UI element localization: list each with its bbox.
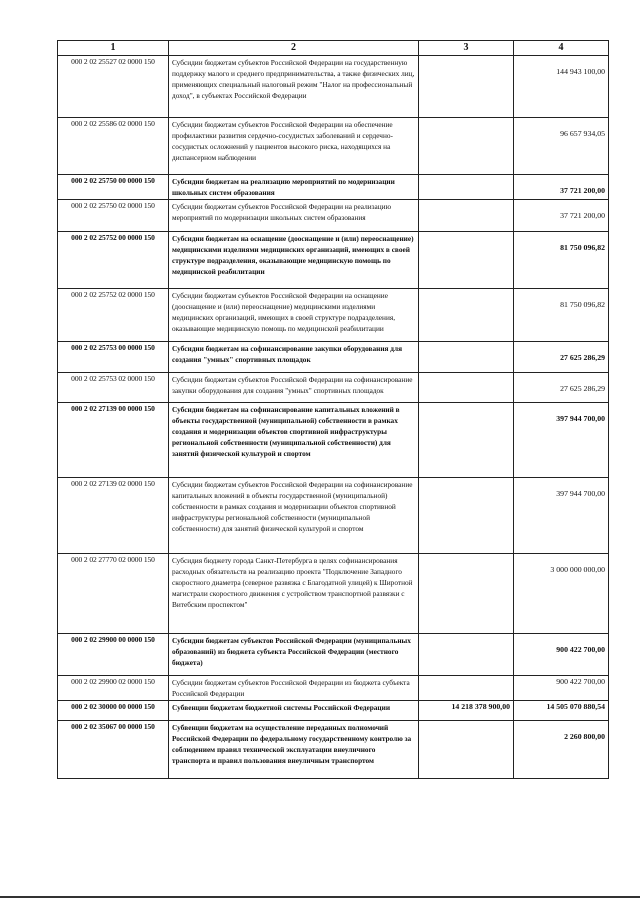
row-col4-cell: 81 750 096,82 <box>514 289 609 342</box>
row-col4-cell: 37 721 200,00 <box>514 200 609 232</box>
table-row <box>58 676 609 701</box>
row-code-cell: 000 2 02 27139 02 0000 150 <box>58 478 169 554</box>
row-code-cell: 000 2 02 25752 02 0000 150 <box>58 289 169 342</box>
row-name-cell: Субсидии бюджетам субъектов Российской Федерации (муниципальных образований) из бюджета субъекта Российской Федерации (местного бюджета) <box>169 634 419 676</box>
row-name-cell: Субсидии бюджетам на реализацию мероприятий по модернизации школьных систем образования <box>169 175 419 200</box>
table-row <box>58 342 609 373</box>
row-col4-cell: 397 944 700,00 <box>514 403 609 478</box>
row-name-cell: Субсидии бюджетам субъектов Российской Федерации на реализацию мероприятий по модернизации школьных систем образования <box>169 200 419 232</box>
table-row <box>58 721 609 779</box>
row-col3-cell <box>419 478 514 554</box>
row-code-cell: 000 2 02 29900 02 0000 150 <box>58 676 169 701</box>
row-col4-cell: 397 944 700,00 <box>514 478 609 554</box>
row-col4-cell: 81 750 096,82 <box>514 232 609 289</box>
row-code-cell: 000 2 02 29900 00 0000 150 <box>58 634 169 676</box>
row-code-cell: 000 2 02 35067 00 0000 150 <box>58 721 169 779</box>
row-name-cell: Субсидии бюджетам субъектов Российской Федерации на софинансирование капитальных вложений в объекты государственной (муниципальной) собственности в рамках создания и модернизации объектов спортивной инфраструктуры региональной собственности (муниципальной собственности) для занятий физической культурой и спортом <box>169 478 419 554</box>
row-name-cell: Субсидии бюджетам на софинансирование капитальных вложений в объекты государственной (муниципальной) собственности в рамках создания и модернизации объектов спортивной инфраструктуры региональной собственности (муниципальной собственности) для занятий физической культурой и спортом <box>169 403 419 478</box>
header-row <box>58 41 609 56</box>
table-row <box>58 232 609 289</box>
table-row <box>58 634 609 676</box>
row-code-cell: 000 2 02 27770 02 0000 150 <box>58 554 169 634</box>
row-col4-cell: 900 422 700,00 <box>514 676 609 701</box>
table-row <box>58 56 609 118</box>
table-row <box>58 554 609 634</box>
table-row <box>58 701 609 721</box>
row-col4-cell: 37 721 200,00 <box>514 175 609 200</box>
page-bottom-edge <box>0 896 640 898</box>
row-code-cell: 000 2 02 25527 02 0000 150 <box>58 56 169 118</box>
row-col4-cell: 3 000 000 000,00 <box>514 554 609 634</box>
row-col4-cell: 96 657 934,05 <box>514 118 609 175</box>
row-name-cell: Субсидии бюджетам на оснащение (дооснащение и (или) переоснащение) медицинскими изделиями медицинских организаций, имеющих в своей структуре подразделения, оказывающие медицинскую помощь по медицинской реабилитации <box>169 232 419 289</box>
row-col4-cell: 27 625 286,29 <box>514 373 609 403</box>
row-col4-cell: 144 943 100,00 <box>514 56 609 118</box>
row-col3-cell <box>419 721 514 779</box>
header-col-2: 2 <box>169 41 419 56</box>
row-name-cell: Субсидии бюджетам субъектов Российской Федерации из бюджета субъекта Российской Федерации <box>169 676 419 701</box>
table-row <box>58 478 609 554</box>
row-col4-cell: 14 505 070 880,54 <box>514 701 609 721</box>
row-col3-cell <box>419 289 514 342</box>
row-col3-cell <box>419 175 514 200</box>
row-col4-cell: 27 625 286,29 <box>514 342 609 373</box>
table-row <box>58 373 609 403</box>
header-col-4: 4 <box>514 41 609 56</box>
row-code-cell: 000 2 02 25586 02 0000 150 <box>58 118 169 175</box>
row-name-cell: Субвенции бюджетам на осуществление переданных полномочий Российской Федерации по федеральному государственному контролю за соблюдением правил технической эксплуатации внеуличного транспорта и правил пользования внеуличным транспортом <box>169 721 419 779</box>
row-name-cell: Субсидии бюджетам субъектов Российской Федерации на софинансирование закупки оборудования для создания "умных" спортивных площадок <box>169 373 419 403</box>
table-row <box>58 289 609 342</box>
row-code-cell: 000 2 02 25750 02 0000 150 <box>58 200 169 232</box>
row-col4-cell: 2 260 800,00 <box>514 721 609 779</box>
row-name-cell: Субвенции бюджетам бюджетной системы Российской Федерации <box>169 701 419 721</box>
row-name-cell: Субсидии бюджетам субъектов Российской Федерации на обеспечение профилактики развития сердечно-сосудистых заболеваний и сердечно-сосудистых осложнений у пациентов высокого риска, находящихся на диспансерном наблюдении <box>169 118 419 175</box>
revenue-table <box>57 40 609 779</box>
row-code-cell: 000 2 02 25753 02 0000 150 <box>58 373 169 403</box>
row-col3-cell <box>419 676 514 701</box>
row-name-cell: Субсидии бюджетам субъектов Российской Федерации на оснащение (дооснащение и (или) переоснащение) медицинскими изделиями медицинских организаций, имеющих в своей структуре подразделения, оказывающие медицинскую помощь по медицинской реабилитации <box>169 289 419 342</box>
row-col3-cell <box>419 373 514 403</box>
table-row <box>58 175 609 200</box>
header-col-1: 1 <box>58 41 169 56</box>
table-row <box>58 403 609 478</box>
row-code-cell: 000 2 02 30000 00 0000 150 <box>58 701 169 721</box>
row-col3-cell <box>419 554 514 634</box>
row-col4-cell: 900 422 700,00 <box>514 634 609 676</box>
row-code-cell: 000 2 02 27139 00 0000 150 <box>58 403 169 478</box>
row-col3-cell <box>419 118 514 175</box>
row-name-cell: Субсидии бюджетам на софинансирование закупки оборудования для создания "умных" спортивных площадок <box>169 342 419 373</box>
row-code-cell: 000 2 02 25752 00 0000 150 <box>58 232 169 289</box>
row-col3-cell <box>419 200 514 232</box>
table-body <box>58 41 609 779</box>
document-sheet <box>57 40 608 779</box>
row-col3-cell <box>419 634 514 676</box>
row-name-cell: Субсидия бюджету города Санкт-Петербурга в целях софинансирования расходных обязательств на реализацию проекта "Подключение Западного скоростного диаметра (северное развязка с Благодатной улицей) к Широтной магистрали скоростного движения с устройством транспортной развязки с Витебским проспектом" <box>169 554 419 634</box>
row-col3-cell <box>419 56 514 118</box>
row-col3-cell <box>419 403 514 478</box>
row-code-cell: 000 2 02 25750 00 0000 150 <box>58 175 169 200</box>
row-col3-cell: 14 218 378 900,00 <box>419 701 514 721</box>
table-row <box>58 118 609 175</box>
row-col3-cell <box>419 342 514 373</box>
header-col-3: 3 <box>419 41 514 56</box>
row-code-cell: 000 2 02 25753 00 0000 150 <box>58 342 169 373</box>
row-name-cell: Субсидии бюджетам субъектов Российской Федерации на государственную поддержку малого и среднего предпринимательства, а также физических лиц, применяющих специальный налоговый режим "Налог на профессиональный доход", в субъектах Российской Федерации <box>169 56 419 118</box>
table-row <box>58 200 609 232</box>
row-col3-cell <box>419 232 514 289</box>
